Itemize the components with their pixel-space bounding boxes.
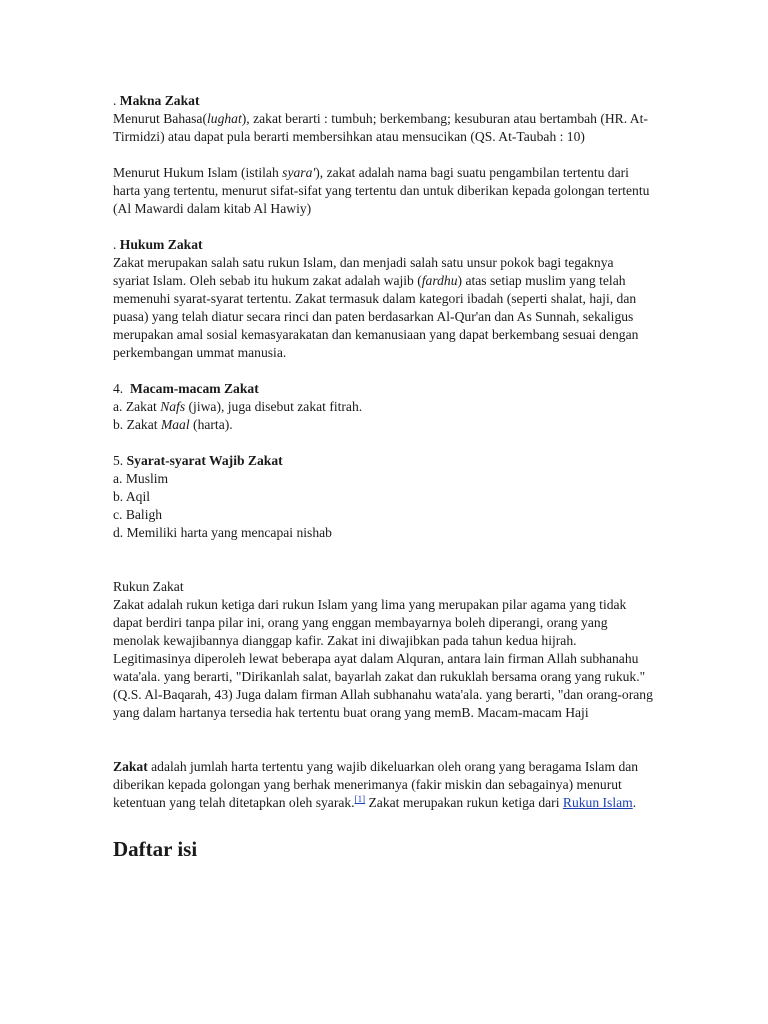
paragraph-zakat-definition: Zakat adalah jumlah harta tertentu yang wajib dikeluarkan oleh orang yang beragama Islam dan diberikan kepada golongan yang berhak menerimanya (fakir miskin dan sebagainya) menurut ketentuan yang telah ditetapkan oleh syarak.[1] Zakat merupakan rukun ketiga dari Rukun Islam. xyxy=(113,759,639,810)
paragraph-rukun-zakat: Zakat adalah rukun ketiga dari rukun Islam yang lima yang merupakan pilar agama yang tidak dapat berdiri tanpa pilar ini, orang yang enggan membayarnya boleh diperangi, orang yang menolak kewajibannya dianggap kafir. Zakat ini diwajibkan pada tahun kedua hijrah. xyxy=(113,597,627,648)
heading-text: Makna Zakat xyxy=(119,93,200,108)
rukun-islam-link[interactable]: Rukun Islam xyxy=(562,795,633,810)
heading-text: Macam-macam Zakat xyxy=(130,381,259,396)
reference-link[interactable]: [1] xyxy=(354,794,366,804)
list-item: d. Memiliki harta yang mencapai nishab xyxy=(113,525,332,540)
heading-hukum-zakat: . Hukum Zakat xyxy=(113,237,203,252)
heading-macam-zakat: 4. Macam-macam Zakat xyxy=(113,381,259,396)
list-item: c. Baligh xyxy=(113,507,163,522)
paragraph-makna-bahasa: Menurut Bahasa(lughat), zakat berarti : tumbuh; berkembang; kesuburan atau bertambah (HR. At-Tirmidzi) atau dapat pula berarti membersihkan atau mensucikan (QS. At-Taubah : 10) xyxy=(113,111,648,144)
toc-heading: Daftar isi xyxy=(113,837,198,861)
heading-text: Syarat-syarat Wajib Zakat xyxy=(126,453,283,468)
list-item: a. Muslim xyxy=(113,471,169,486)
heading-text: Hukum Zakat xyxy=(119,237,203,252)
document-body xyxy=(113,92,653,862)
list-item: a. Zakat Nafs (jiwa), juga disebut zakat fitrah. xyxy=(113,399,363,414)
paragraph-hukum-zakat: Zakat merupakan salah satu rukun Islam, dan menjadi salah satu unsur pokok bagi tegaknya syariat Islam. Oleh sebab itu hukum zakat adalah wajib (fardhu) atas setiap muslim yang telah memenuhi syarat-syarat tertentu. Zakat termasuk dalam kategori ibadah (seperti shalat, haji, dan puasa) yang telah diatur secara rinci dan paten berdasarkan Al-Qur'an dan As Sunnah, sekaligus merupakan amal sosial kemasyarakatan dan kemanusiaan yang dapat berkembang sesuai dengan perkembangan ummat manusia. xyxy=(113,255,639,360)
list-item: b. Aqil xyxy=(113,489,151,504)
paragraph-legitimasi: Legitimasinya diperoleh lewat beberapa ayat dalam Alquran, antara lain firman Allah subhanahu wata'ala. yang berarti, "Dirikanlah salat, bayarlah zakat dan rukuklah bersama orang yang rukuk." (Q.S. Al-Baqarah, 43) Juga dalam firman Allah subhanahu wata'ala. yang berarti, "dan orang-orang yang dalam hartanya tersedia hak tertentu buat orang yang memB. Macam-macam Haji xyxy=(113,651,653,720)
heading-syarat-zakat: 5. Syarat-syarat Wajib Zakat xyxy=(113,453,283,468)
list-item: b. Zakat Maal (harta). xyxy=(113,417,233,432)
heading-makna-zakat: . Makna Zakat xyxy=(113,93,200,108)
heading-rukun-zakat: Rukun Zakat xyxy=(113,579,184,594)
paragraph-makna-istilah: Menurut Hukum Islam (istilah syara'), zakat adalah nama bagi suatu pengambilan tertentu dari harta yang tertentu, menurut sifat-sifat yang tertentu dan untuk diberikan kepada golongan tertentu (Al Mawardi dalam kitab Al Hawiy) xyxy=(113,165,650,216)
